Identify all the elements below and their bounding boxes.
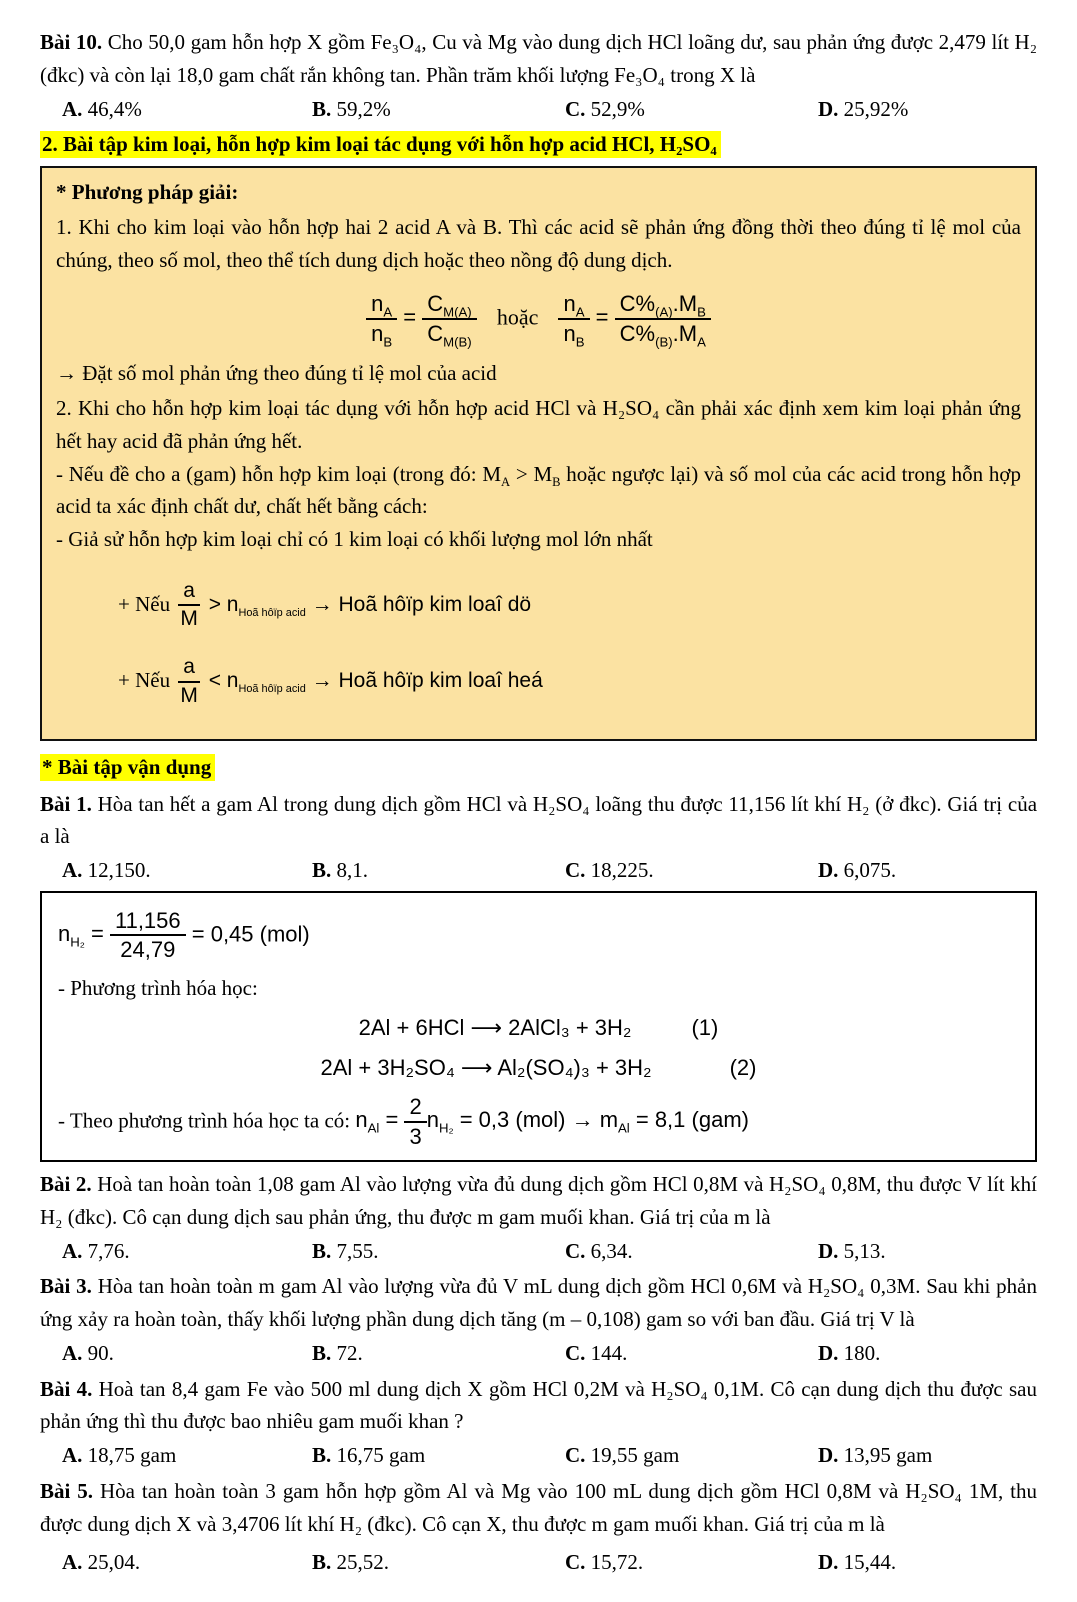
practice-heading-wrap [40,751,1037,784]
problem-10-options [40,93,1037,126]
option-d: D. 25,92% [818,96,909,121]
fraction-na-nb-2: $\frac{n_A}{n_B}$ [558,290,589,347]
option-a: A. 12,150. [62,858,151,882]
equation-1: 2Al + 6HCl ⟶ 2AlCl₃ + 3H₂ (1) [58,1011,1019,1045]
method-box [40,166,1037,741]
option-a: A. 7,76. [62,1238,130,1263]
method-arrow-note: → Đặt số mol phản ứng theo đúng tỉ lệ mol của acid [56,361,497,386]
method-paragraph-1: 1. Khi cho kim loại vào hỗn hợp hai 2 acid A và B. Thì các acid sẽ phản ứng đồng thời theo đúng tỉ lệ mol của chúng, theo số mol, theo thể tích dung dịch hoặc theo nồng độ dung dịch. [56,214,1021,272]
solution-conclusion: - Theo phương trình hóa học ta có: $n_{Al}$ = $\frac{2}{3}$ $n_{H_2} = 0,3$ $(mol) \to m_{Al} = 8,1$ (gam) [58,1094,749,1149]
option-c: C. 6,34. [565,1238,633,1263]
or-word: hoặc [496,304,539,330]
problem-3-options [40,1337,1037,1370]
option-a: A. 46,4% [62,96,142,121]
fraction-cpercent: $\frac{C\%_{(A)}.M_B}{C\%_{(B)}.M_A}$ [615,290,711,347]
arrow-icon: → [311,592,333,616]
method-paragraph-3: - Nếu đề cho a (gam) hỗn hợp kim loại (trong đó: $M_A > M_B$ hoặc ngược lại) và số mol của các acid trong hỗn hợp acid ta xác định chất dư, chất hết bằng cách: [56,461,1022,519]
method-paragraph-4: - Giả sử hỗn hợp kim loại chỉ có 1 kim loại có khối lượng mol lớn nhất [56,527,653,551]
option-c: C. 19,55 gam [565,1443,680,1468]
option-c: C. 15,72. [565,1550,644,1575]
option-d: D. 5,13. [818,1238,886,1263]
problem-2-label: Bài 2. [40,1172,92,1197]
practice-heading: * Bài tập vận dụng [40,754,215,781]
option-b: B. 72. [312,1340,363,1365]
case-excess-line: + Nếu $\frac{a}{M}$ > $n_{Hoã hôïp acid}$ → Hoã hôïp kim loaî dö [118,578,1021,633]
case-depleted-line: + Nếu $\frac{a}{M}$ < $n_{Hoã hôïp acid}$ → Hoã hôïp kim loaî heá [118,654,1021,709]
problem-4-text: Bài 4. Hoà tan 8,4 gam Fe vào 500 ml dung dịch X gồm HCl 0,2M và H₂SO₄ 0,1M. Cô cạn dung dịch thu được sau phản ứng thì thu được bao nhiêu gam muối khan ? [40,1376,1037,1434]
fraction-cma-cmb: $\frac{C_{M(A)}}{C_{M(B)}}$ [422,290,476,347]
option-c: C. 18,225. [565,858,654,882]
problem-1-label: Bài 1. [40,791,92,816]
fraction-2-3: $\frac{2}{3}$ [404,1093,426,1150]
equation-2: 2Al + 3H₂SO₄ ⟶ Al₂(SO₄)₃ + 3H₂ (2) [58,1051,1019,1085]
problem-4-label: Bài 4. [40,1376,93,1401]
fraction-na-nb: $\frac{n_A}{n_B}$ [366,290,397,347]
problem-5-text: Bài 5. Hòa tan hoàn toàn 3 gam hỗn hợp gồm Al và Mg vào 100 mL dung dịch gồm HCl 0,8M và H₂SO₄ 1M, thu được dung dịch X và 3,4706 lít khí H₂ (đkc). Cô cạn X, thu được m gam muối khan. Giá trị của m là [40,1478,1038,1536]
option-c: C. 144. [565,1340,628,1365]
problem-3-label: Bài 3. [40,1274,92,1299]
section-2-heading-wrap [40,128,1037,161]
option-d: D. 6,075. [818,858,897,882]
mol-h2-formula: $n_{H_2}$ = $\frac{11,156}{24,79}$ = 0,45 (mol) [58,907,310,963]
acid-ratio-formula: $\frac{n_A}{n_B}$ = $\frac{C_{M(A)}}{C_{M(B)}}$ hoặc $\frac{n_A}{n_B}$ = $\frac{C\%_{(A)}.M_B}{C\%_{(B)}.M_A}$ [56,290,1021,347]
section-2-heading: 2. Bài tập kim loại, hỗn hợp kim loại tác dụng với hỗn hợp acid HCl, H₂SO₄ [40,131,721,158]
option-b: B. 8,1. [312,858,369,882]
method-title: * Phương pháp giải: [56,180,239,204]
option-d: D. 15,44. [818,1550,897,1575]
option-b: B. 16,75 gam [312,1443,426,1468]
problem-5-label: Bài 5. [40,1478,94,1503]
fraction-11156-2479: $\frac{11,156}{24,79}$ [110,907,186,964]
problem-2-options [40,1235,1037,1268]
equation-label: - Phương trình hóa học: [58,975,258,1000]
option-d: D. 13,95 gam [818,1443,933,1468]
option-b: B. 25,52. [312,1550,390,1575]
option-a: A. 18,75 gam [62,1443,177,1468]
problem-5-options [40,1546,1037,1579]
option-d: D. 180. [818,1340,881,1365]
solution-box [40,891,1037,1162]
equation-1-number: (1) [691,1014,719,1040]
option-b: B. 7,55. [312,1238,379,1263]
fraction-a-M-2: $\frac{a}{M}$ [175,654,203,709]
problem-4-options [40,1439,1037,1472]
problem-1-text: Bài 1. Hòa tan hết a gam Al trong dung dịch gồm HCl và H₂SO₄ loãng thu được 11,156 lít khí H₂ (ở đkc). Giá trị của a là [40,791,1038,849]
equation-2-number: (2) [729,1054,757,1080]
option-a: A. 90. [62,1340,114,1365]
option-c: C. 52,9% [565,96,645,121]
problem-3-text: Bài 3. Hòa tan hoàn toàn m gam Al vào lượng vừa đủ V mL dung dịch gồm HCl 0,6M và H₂SO₄ 0,3M. Sau khi phản ứng xảy ra hoàn toàn, thấy khối lượng phần dung dịch tăng (m – 0,108) gam so với ban đầu. Giá trị V là [40,1274,1038,1332]
problem-10-text: Bài 10. Cho 50,0 gam hỗn hợp X gồm Fe₃O₄, Cu và Mg vào dung dịch HCl loãng dư, sau phản ứng được 2,479 lít H₂ (đkc) và còn lại 18,0 gam chất rắn không tan. Phần trăm khối lượng Fe₃O₄ trong X là [40,30,1038,87]
problem-1-options [40,854,1037,887]
option-b: B. 59,2% [312,96,391,121]
option-a: A. 25,04. [62,1550,141,1575]
fraction-a-M: $\frac{a}{M}$ [175,578,203,633]
method-paragraph-2: 2. Khi cho hỗn hợp kim loại tác dụng với hỗn hợp acid HCl và H₂SO₄ cần phải xác định xem kim loại phản ứng hết hay acid đã phản ứng hết. [56,396,1021,453]
arrow-icon: → [311,669,333,693]
problem-2-text: Bài 2. Hoà tan hoàn toàn 1,08 gam Al vào lượng vừa đủ dung dịch gồm HCl 0,8M và H₂SO₄ 0,8M, thu được V lít khí H₂ (đkc). Cô cạn dung dịch sau phản ứng, thu được m gam muối khan. Giá trị của m là [40,1172,1038,1229]
problem-10-label: Bài 10. [40,30,103,54]
